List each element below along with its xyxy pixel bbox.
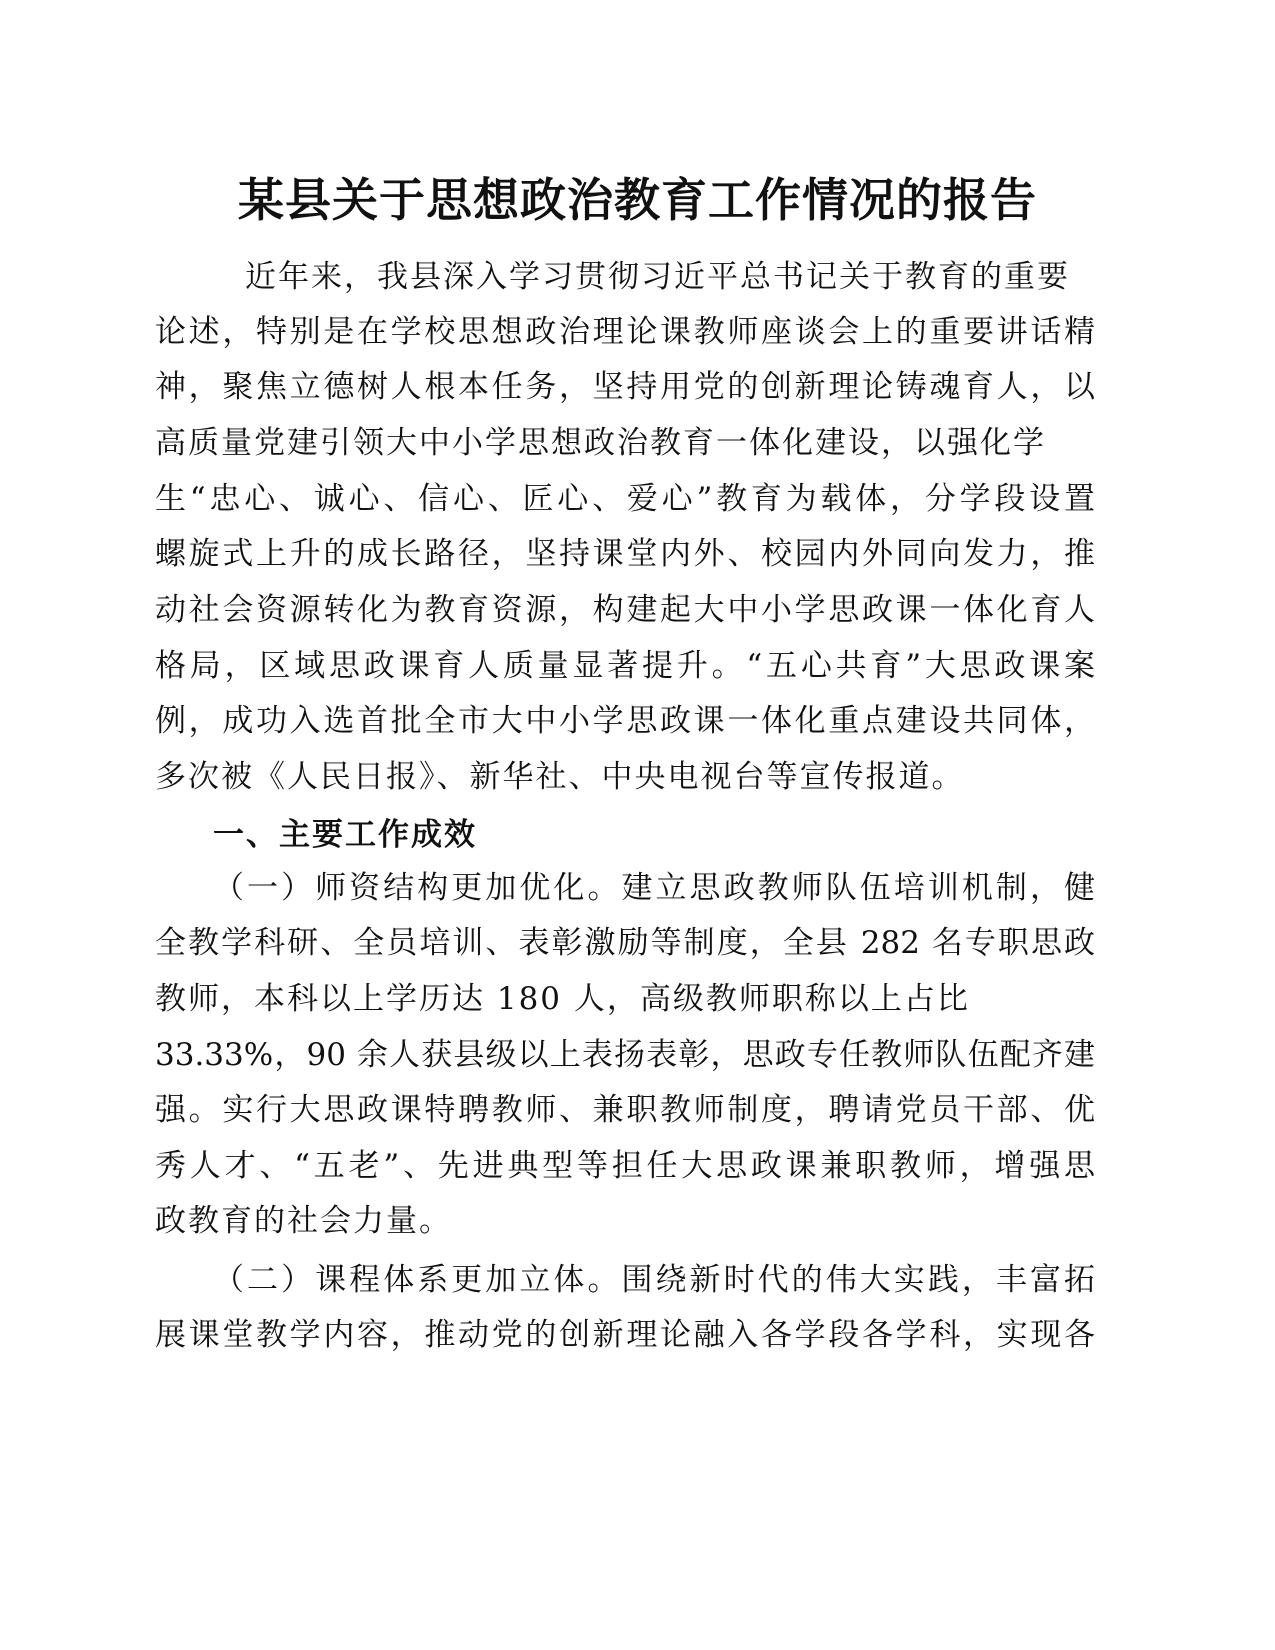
paragraph-line: 全教学科研、全员培训、表彰激励等制度，全县 282 名专职思政 [155, 925, 1095, 961]
paragraph-line: 生“忠心、诚心、信心、匠心、爱心”教育为载体，分学段设置 [155, 481, 1095, 517]
paragraph-line: 展课堂教学内容，推动党的创新理论融入各学段各学科，实现各 [155, 1317, 1095, 1353]
paragraph-line: 秀人才、“五老”、先进典型等担任大思政课兼职教师，增强思 [155, 1148, 1095, 1184]
paragraph-line: 螺旋式上升的成长路径，坚持课堂内外、校园内外同向发力，推 [155, 536, 1095, 572]
document-title: 某县关于思想政治教育工作情况的报告 [238, 173, 1037, 227]
paragraph-line: 格局，区域思政课育人质量显著提升。“五心共育”大思政课案 [155, 648, 1095, 684]
paragraph-line: （二）课程体系更加立体。围绕新时代的伟大实践，丰富拓 [213, 1262, 1095, 1298]
paragraph-line: 近年来，我县深入学习贯彻习近平总书记关于教育的重要 [245, 259, 1070, 295]
paragraph-line: 政教育的社会力量。 [155, 1203, 452, 1239]
paragraph-line: 多次被《人民日报》、新华社、中央电视台等宣传报道。 [155, 759, 965, 795]
paragraph-line: 33.33%，90 余人获县级以上表扬表彰，思政专任教师队伍配齐建 [155, 1037, 1095, 1073]
paragraph-line: 例，成功入选首批全市大中小学思政课一体化重点建设共同体， [155, 703, 1095, 739]
paragraph-line: 强。实行大思政课特聘教师、兼职教师制度，聘请党员干部、优 [155, 1092, 1095, 1128]
paragraph-line: 动社会资源转化为教育资源，构建起大中小学思政课一体化育人 [155, 592, 1095, 628]
paragraph-line: 论述，特别是在学校思想政治理论课教师座谈会上的重要讲话精 [155, 314, 1095, 350]
paragraph-line: （一）师资结构更加优化。建立思政教师队伍培训机制，健 [213, 870, 1095, 906]
paragraph-line: 神，聚焦立德树人根本任务，坚持用党的创新理论铸魂育人，以 [155, 369, 1095, 405]
paragraph-line: 高质量党建引领大中小学思想政治教育一体化建设，以强化学 [155, 425, 1046, 461]
paragraph-line: 教师，本科以上学历达 180 人，高级教师职称以上占比 [155, 981, 970, 1017]
section-heading: 一、主要工作成效 [213, 817, 477, 853]
